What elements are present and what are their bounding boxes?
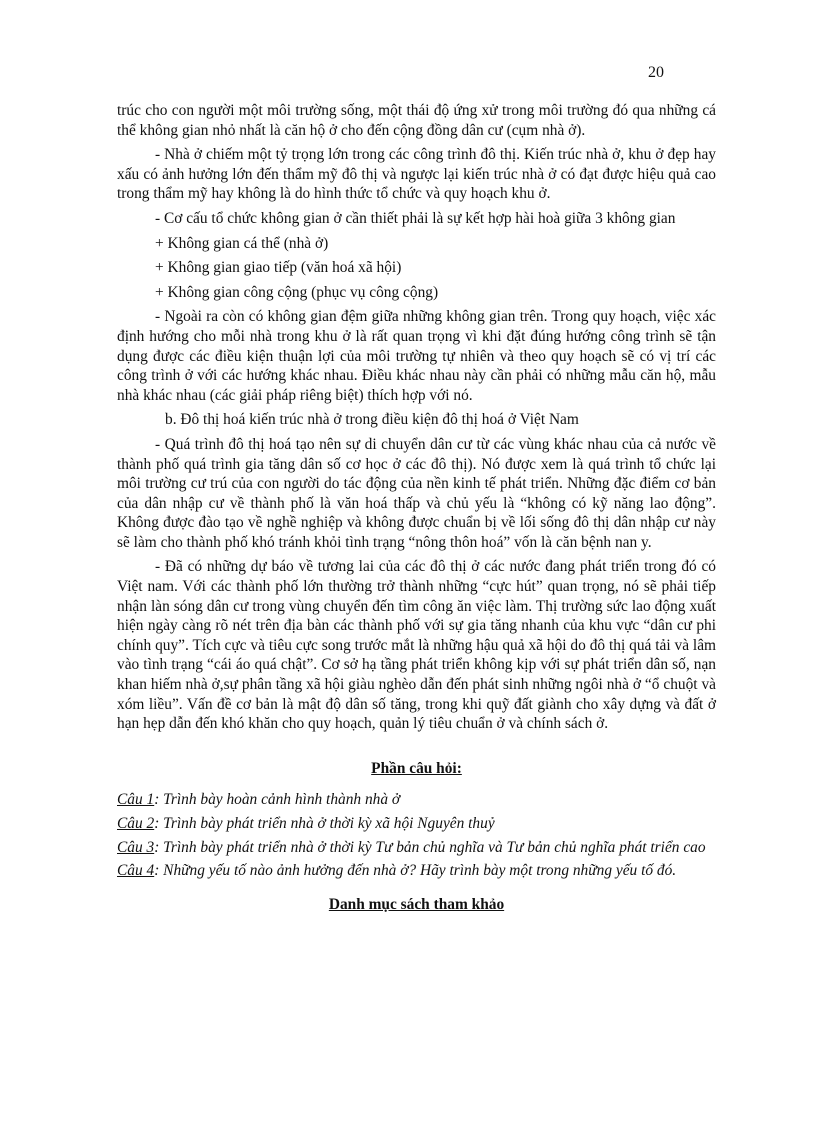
paragraph: - Cơ cấu tổ chức không gian ở cần thiết phải là sự kết hợp hài hoà giữa 3 không gian (155, 209, 676, 227)
paragraph: - Ngoài ra còn có không gian đệm giữa những không gian trên. Trong quy hoạch, việc xác định hướng cho mỗi nhà trong khu ở là rất quan trọng vì khi đặt đúng hướng công trình sẽ tận dụng được các điều kiện thuận lợi của môi trường tự nhiên và theo quy hoạch sẽ có vị trí các công trình ở với các hướng khác nhau. Điều khác nhau này cần phải có những mẫu căn hộ, mẫu nhà khác nhau (các giải pháp riêng biệt) thích hợp với nó. (117, 308, 716, 404)
question-item (117, 790, 716, 810)
section-heading: b. Đô thị hoá kiến trúc nhà ở trong điều kiện đô thị hoá ở Việt Nam (165, 411, 579, 429)
question-item (117, 861, 716, 881)
paragraph: - Đã có những dự báo về tương lai của các đô thị ở các nước đang phát triển trong đó có Việt nam. Với các thành phố lớn thường trở thành những “cực hút” quan trọng, nó sẽ phải tiếp nhận làn sóng dân cư trong vùng chuyển đến tìm công ăn việc làm. Thị trường sức lao động xuất hiện ngày càng rõ nét trên địa bàn các thành phố với sự gia tăng nhanh của khu vực “dân cư phi chính quy”. Tích cực và tiêu cực song trước mắt là những hậu quả xã hội do đô thị quá tải và lâm vào tình trạng “cái áo quá chật”. Cơ sở hạ tầng phát triển không kịp với sự phát triển dân số, nạn khan hiếm nhà ở,sự phân tầng xã hội giàu nghèo dẫn đến phát sinh những ngôi nhà ở “ổ chuột và xóm liều”. Vấn đề cơ bản là mật độ dân số tăng, trong khi quỹ đất giành cho xây dựng và đất ở hạn hẹp dẫn đến khó khăn cho quy hoạch, quản lý tiêu chuẩn ở và chính sách ở. (117, 558, 716, 733)
question-label: Câu 1 (117, 791, 155, 809)
references-title: Danh mục sách tham khảo (328, 895, 505, 913)
question-label: Câu 4 (117, 862, 155, 880)
question-text: : Trình bày hoàn cảnh hình thành nhà ở (154, 791, 401, 809)
paragraph: - Nhà ở chiếm một tỷ trọng lớn trong các công trình đô thị. Kiến trúc nhà ở, khu ở đẹp hay xấu có ảnh hưởng lớn đến thẩm mỹ đô thị và ngược lại kiến trúc nhà ở có đạt được hiệu quả cao trong thẩm mỹ hay không là do hình thức tổ chức và quy hoạch khu ở. (117, 146, 716, 203)
question-text: : Trình bày phát triển nhà ở thời kỳ Tư bản chủ nghĩa và Tư bản chủ nghĩa phát triển cao (154, 838, 706, 856)
list-item: + Không gian giao tiếp (văn hoá xã hội) (155, 259, 402, 277)
question-item (117, 814, 716, 834)
paragraph: trúc cho con người một môi trường sống, một thái độ ứng xử trong môi trường đó qua những cá thể không gian nhỏ nhất là căn hộ ở cho đến cộng đồng dân cư (cụm nhà ở). (117, 102, 716, 139)
question-text: : Những yếu tố nào ảnh hưởng đến nhà ở? Hãy trình bày một trong những yếu tố đó. (154, 862, 677, 880)
question-item (117, 838, 716, 858)
paragraph: - Quá trình đô thị hoá tạo nên sự di chuyển dân cư từ các vùng khác nhau của cả nước về thành phố quá trình gia tăng dân số cơ học ở các đô thị). Nó được xem là quá trình tổ chức lại môi trường cư trú của con người do tác động của nền kinh tế phát triển. Những đặc điểm cơ bản của dân nhập cư về thành phố là văn hoá thấp và chủ yếu là “không có kỹ năng lao động”. Không được đào tạo về nghề nghiệp và không được chuẩn bị về lối sống đô thị dân nhập cư này sẽ làm cho thành phố khó tránh khỏi tình trạng “nông thôn hoá” vốn là căn bệnh nan y. (117, 435, 716, 551)
question-label: Câu 3 (117, 838, 155, 856)
page-content (117, 101, 716, 914)
list-item: + Không gian cá thể (nhà ở) (155, 234, 329, 252)
question-label: Câu 2 (117, 815, 155, 832)
question-text: : Trình bày phát triển nhà ở thời kỳ xã hội Nguyên thuỷ (154, 815, 495, 832)
list-item: + Không gian công cộng (phục vụ công cộng) (155, 283, 439, 301)
page-number: 20 (648, 64, 664, 81)
questions-title: Phần câu hỏi: (371, 759, 462, 777)
